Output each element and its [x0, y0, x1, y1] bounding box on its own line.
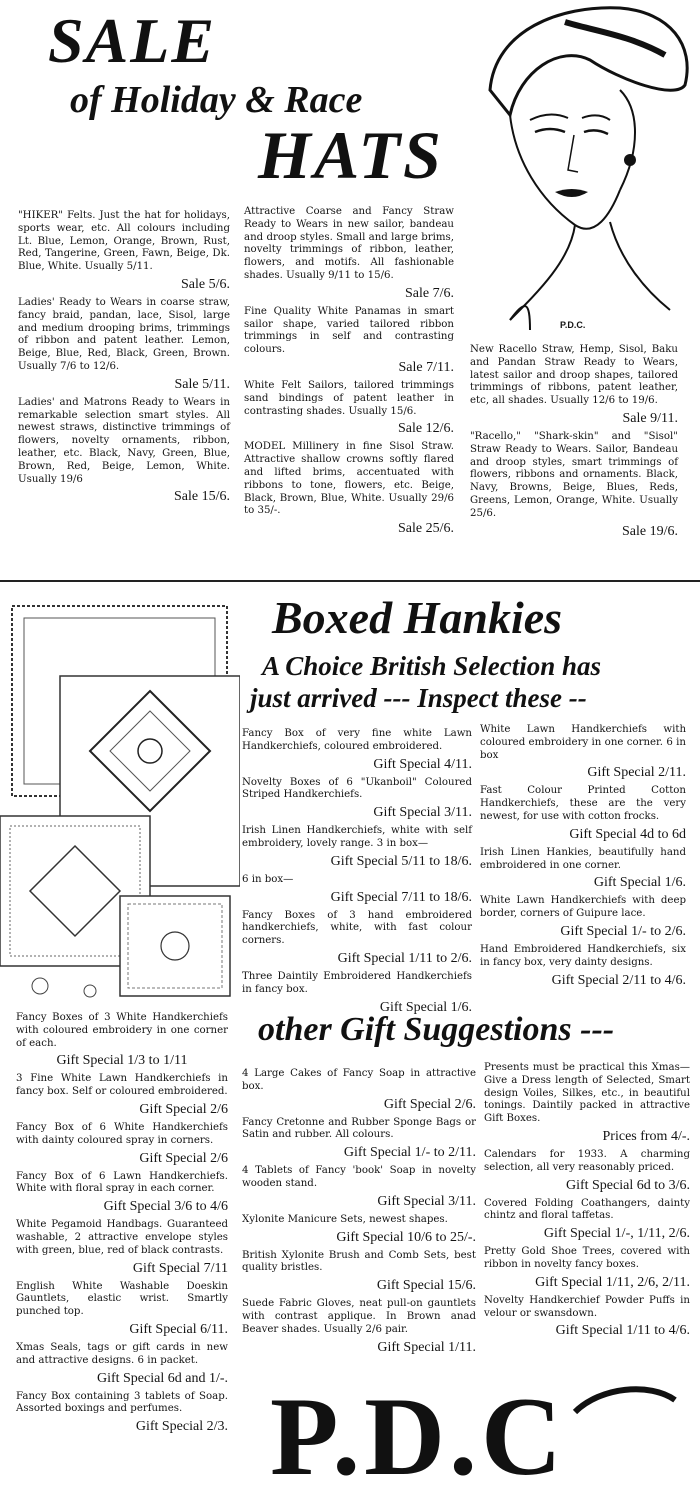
- hats-c1-item-2-price: Sale 5/11.: [174, 376, 230, 392]
- gifts-c1-item-7-price: Gift Special 6d and 1/-.: [96, 1370, 228, 1386]
- hankies-title: Boxed Hankies: [272, 592, 563, 643]
- hats-column-1: [18, 210, 230, 509]
- pdc-logo: [270, 1375, 690, 1499]
- gifts-c1-item-6-text: English White Washable Doeskin Gauntlets, elastic wrist. Smartly punched top.: [16, 1280, 228, 1318]
- hankies-subtitle-line-1: A Choice British Selection has: [262, 651, 602, 681]
- gifts-c2-item-5-price: Gift Special 15/6.: [376, 1278, 476, 1294]
- hankies-c2-item-1-price: Gift Special 2/11.: [587, 765, 686, 781]
- hats-c1-item-3-price: Sale 15/6.: [174, 489, 230, 505]
- gifts-c1-item-8-price: Gift Special 2/3.: [135, 1419, 228, 1435]
- gifts-c3-item-1-price: Prices from 4/-.: [602, 1128, 690, 1144]
- hankies-c1-item-6-text: Three Daintily Embroidered Handkerchiefs in fancy box.: [242, 970, 472, 995]
- hankies-c1-item-5-price: Gift Special 1/11 to 2/6.: [337, 950, 472, 966]
- hankies-c2-item-1-text: White Lawn Handkerchiefs with coloured embroidery in one corner. 6 in box: [480, 724, 686, 761]
- hats-c3-item-1-price: Sale 9/11.: [622, 410, 678, 426]
- gifts-c2-item-3-price: Gift Special 3/11.: [377, 1193, 476, 1209]
- hankies-column-2: [480, 724, 686, 993]
- gifts-c1-item-2-text: 3 Fine White Lawn Handkerchiefs in fancy box. Self or coloured embroidered.: [16, 1073, 228, 1098]
- hankies-c1-item-1-price: Gift Special 4/11.: [373, 756, 472, 772]
- hankies-column-1: [242, 728, 472, 1020]
- gifts-c3-item-2-price: Gift Special 6d to 3/6.: [565, 1177, 690, 1193]
- gifts-c3-item-3-price: Gift Special 1/-, 1/11, 2/6.: [543, 1226, 690, 1242]
- gifts-c2-item-1-price: Gift Special 2/6.: [383, 1096, 476, 1112]
- hankies-c2-item-5-text: Hand Embroidered Handkerchiefs, six in fancy box, very dainty designs.: [480, 943, 686, 968]
- gifts-c1-item-2-price: Gift Special 2/6: [139, 1101, 228, 1117]
- hats-c1-item-2-text: Ladies' Ready to Wears in coarse straw, fancy braid, pandan, lace, Sisol, large and medium drooping brims, trimmings of ribbon and patent leather. Lemon, Beige, Blue, Red, Black, Green, Brown. Usually 7/6 to 12/6.: [18, 296, 230, 372]
- hats-c2-item-2-price: Sale 7/11.: [398, 359, 454, 375]
- hats-title-of-holiday: of Holiday & Race: [70, 79, 363, 121]
- gifts-c2-item-1-text: 4 Large Cakes of Fancy Soap in attractive box.: [242, 1068, 476, 1092]
- hats-c1-item-1-text: "HIKER" Felts. Just the hat for holidays, sports wear, etc. All colours including Lt. Blue, Lemon, Orange, Brown, Rust, Red, Tangerine, Green, Fawn, Beige, Dk. Blue, White. Usually 5/11.: [18, 210, 230, 273]
- gifts-c1-item-6-price: Gift Special 6/11.: [129, 1321, 228, 1337]
- gifts-c3-item-5-price: Gift Special 1/11 to 4/6.: [555, 1323, 690, 1339]
- hats-c2-item-3-price: Sale 12/6.: [398, 421, 454, 437]
- hats-c3-item-2-text: "Racello," "Shark-skin" and "Sisol" Straw Ready to Wears. Sailor, Bandeau and droop styles, smart trimmings of flowers, ribbons and ornaments. Black, Navy, Browns, Beige, Blues, Reds, Greens, Lemon, Orange, White. Usually 25/6.: [470, 430, 678, 519]
- hat-lady-drawing: [470, 0, 700, 340]
- gifts-c3-item-4-text: Pretty Gold Shoe Trees, covered with ribbon in novelty fancy boxes.: [484, 1246, 690, 1270]
- gifts-c2-item-2-text: Fancy Cretonne and Rubber Sponge Bags or Satin and rubber. All colours.: [242, 1116, 476, 1141]
- hats-c3-item-1-text: New Racello Straw, Hemp, Sisol, Baku and Pandan Straw Ready to Wears, latest sailor and droop shapes, tailored trimmings of ribbons, patent leather, etc, all shades. Usually 12/6 to 19/6.: [470, 344, 678, 407]
- hankies-c1-item-4-text: 6 in box—: [242, 873, 294, 885]
- hats-column-3: [470, 344, 678, 544]
- gifts-column-2: [242, 1068, 476, 1360]
- hankies-c2-item-4-text: White Lawn Handkerchiefs with deep border, corners of Guipure lace.: [480, 895, 686, 920]
- hankies-c1-item-2-price: Gift Special 3/11.: [373, 805, 472, 821]
- gifts-column-1: [16, 1012, 228, 1439]
- hats-c2-item-1-price: Sale 7/6.: [405, 285, 454, 301]
- gifts-c1-item-4-price: Gift Special 3/6 to 4/6: [103, 1199, 228, 1215]
- handkerchief-box-illustration: [0, 596, 240, 1006]
- gifts-c2-item-4-price: Gift Special 10/6 to 25/-.: [336, 1229, 476, 1245]
- hats-c3-item-2-price: Sale 19/6.: [622, 523, 678, 539]
- hankies-c2-item-4-price: Gift Special 1/- to 2/6.: [560, 923, 686, 939]
- gifts-c1-item-1-price: Gift Special 1/3 to 1/11: [56, 1053, 188, 1069]
- gifts-c1-item-1-text: Fancy Boxes of 3 White Handkerchiefs with coloured embroidery in one corner of each.: [16, 1012, 228, 1049]
- gifts-title: other Gift Suggestions ---: [258, 1011, 615, 1048]
- hankies-c2-item-2-price: Gift Special 4d to 6d: [569, 826, 686, 842]
- gifts-c2-item-6-text: Suede Fabric Gloves, neat pull-on gauntlets with contrast applique. In Brown anad Beaver shades. Usually 2/6 pair.: [242, 1298, 476, 1335]
- hats-c2-item-3-text: White Felt Sailors, tailored trimmings sand bindings of patent leather in contrasting shades. Usually 15/6.: [244, 379, 454, 417]
- gifts-c3-item-2-text: Calendars for 1933. A charming selection, all very reasonably priced.: [484, 1148, 690, 1173]
- hats-title-sale: SALE: [48, 5, 217, 76]
- gifts-c3-item-4-price: Gift Special 1/11, 2/6, 2/11.: [535, 1274, 690, 1290]
- hankies-c2-item-5-price: Gift Special 2/11 to 4/6.: [551, 972, 686, 988]
- hankies-c1-item-3-price: Gift Special 5/11 to 18/6.: [330, 853, 472, 869]
- gifts-c1-item-4-text: Fancy Box of 6 Lawn Handkerchiefs. White with floral spray in each corner.: [16, 1170, 228, 1195]
- gifts-column-3: [484, 1062, 690, 1343]
- gifts-c2-item-5-text: British Xylonite Brush and Comb Sets, best quality bristles.: [242, 1249, 476, 1274]
- illustration-signature: P.D.C.: [560, 320, 586, 330]
- hankies-c1-item-4-price: Gift Special 7/11 to 18/6.: [330, 889, 472, 905]
- hats-c2-item-4-price: Sale 25/6.: [398, 521, 454, 537]
- hankies-c1-item-6-price: Gift Special 1/6.: [379, 999, 472, 1015]
- section-divider-hats: [0, 580, 700, 582]
- hankies-c1-item-2-text: Novelty Boxes of 6 "Ukanboil" Coloured Striped Handkerchiefs.: [242, 776, 472, 801]
- hankies-subtitle-line-2: just arrived --- Inspect these --: [250, 683, 587, 713]
- gifts-c1-item-3-text: Fancy Box of 6 White Handkerchiefs with dainty coloured spray in corners.: [16, 1121, 228, 1146]
- gifts-c1-item-3-price: Gift Special 2/6: [139, 1150, 228, 1166]
- gifts-c1-item-5-price: Gift Special 7/11: [132, 1260, 228, 1276]
- hankies-c1-item-1-text: Fancy Box of very fine white Lawn Handkerchiefs, coloured embroidered.: [242, 728, 472, 752]
- gifts-c2-item-4-text: Xylonite Manicure Sets, newest shapes.: [242, 1213, 448, 1225]
- hat-lady-illustration: [470, 0, 700, 340]
- pdc-logo-text: P.D.C: [270, 1375, 566, 1499]
- gifts-c2-item-3-text: 4 Tablets of Fancy 'book' Soap in novelty wooden stand.: [242, 1165, 476, 1189]
- hats-c2-item-4-text: MODEL Millinery in fine Sisol Straw. Attractive shallow crowns softly flared and lifted brims, accentuated with ribbons to tone, flowers, etc. Beige, Black, Brown, Blue, White. Usually 29/6 to 35/-.: [244, 441, 454, 517]
- gifts-c1-item-5-text: White Pegamoid Handbags. Guaranteed washable, 2 attractive envelope styles with green, blue, red of black contrasts.: [16, 1219, 228, 1256]
- hats-c1-item-1-price: Sale 5/6.: [181, 276, 230, 292]
- hats-column-2: [244, 206, 454, 541]
- hats-c2-item-1-text: Attractive Coarse and Fancy Straw Ready to Wears in new sailor, bandeau and droop styles. Small and large brims, novelty trimmings of ribbon, leather, flowers, and motifs. All fashionable shades. Usually 9/11 to 15/6.: [244, 206, 454, 281]
- hankies-c1-item-3-text: Irish Linen Handkerchiefs, white with self embroidery, lovely range. 3 in box—: [242, 825, 472, 849]
- gifts-c1-item-8-text: Fancy Box containing 3 tablets of Soap. Assorted boxings and perfumes.: [16, 1390, 228, 1415]
- gifts-c2-item-6-price: Gift Special 1/11.: [377, 1339, 476, 1355]
- hats-c2-item-2-text: Fine Quality White Panamas in smart sailor shape, varied tailored ribbon trimmings in self and contrasting colours.: [244, 305, 454, 356]
- gifts-c1-item-7-text: Xmas Seals, tags or gift cards in new and attractive designs. 6 in packet.: [16, 1341, 228, 1366]
- hankies-c1-item-5-text: Fancy Boxes of 3 hand embroidered handkerchiefs, white, with fast colour corners.: [242, 909, 472, 947]
- gifts-c3-item-1-text: Presents must be practical this Xmas—Give a Dress length of Selected, Smart design Voiles, Silkes, etc., in beautiful tonings. Daintily packed in attractive Gift Boxes.: [484, 1062, 690, 1125]
- hats-title-hats: HATS: [258, 117, 444, 193]
- hankies-c2-item-2-text: Fast Colour Printed Cotton Handkerchiefs, these are the very newest, for use with cotton frocks.: [480, 785, 686, 822]
- handkerchiefs-drawing: [0, 596, 240, 1006]
- gifts-c3-item-3-text: Covered Folding Coathangers, dainty chintz and floral taffetas.: [484, 1197, 690, 1222]
- logo-swash: [570, 1382, 680, 1422]
- hankies-c2-item-3-text: Irish Linen Hankies, beautifully hand embroidered in one corner.: [480, 846, 686, 871]
- hats-c1-item-3-text: Ladies' and Matrons Ready to Wears in remarkable selection smart styles. All newest straws, distinctive trimmings of flowers, novelty ornaments, ribbon, leather, etc. Black, Navy, Green, Blue, Brown, Red, Beige, Lemon, White. Usually 19/6: [18, 396, 230, 485]
- gifts-c3-item-5-text: Novelty Handkerchief Powder Puffs in velour or swansdown.: [484, 1294, 690, 1319]
- gifts-c2-item-2-price: Gift Special 1/- to 2/11.: [343, 1145, 476, 1161]
- hankies-c2-item-3-price: Gift Special 1/6.: [593, 875, 686, 891]
